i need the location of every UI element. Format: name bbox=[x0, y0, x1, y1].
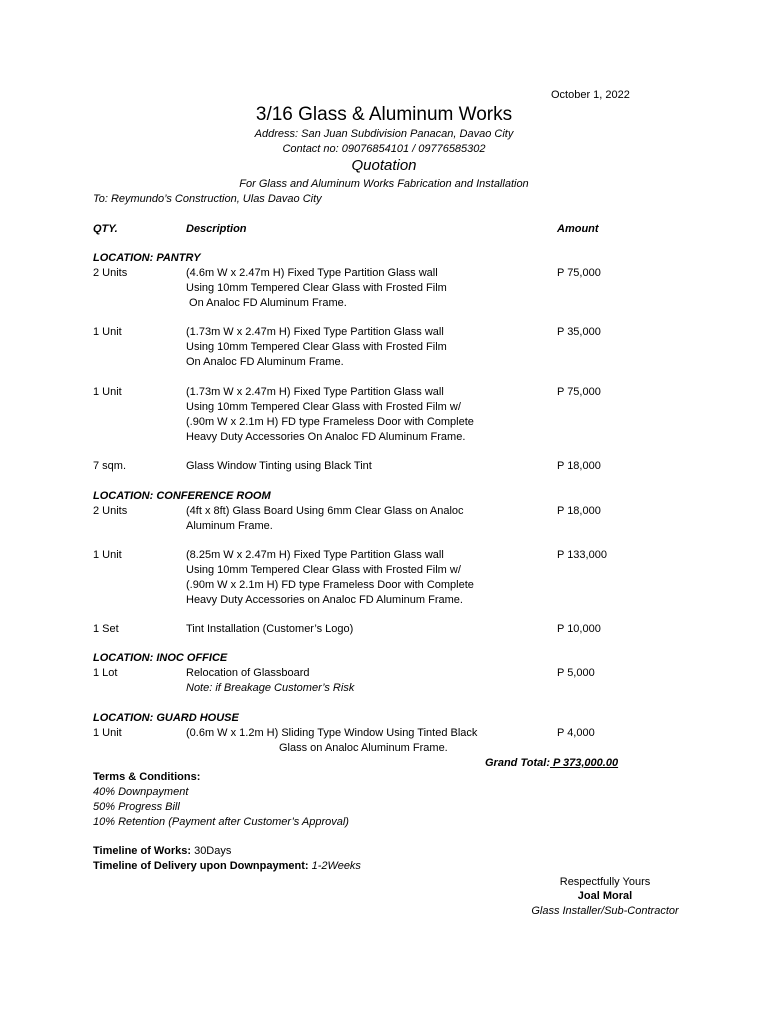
terms-line: 40% Downpayment bbox=[93, 786, 189, 798]
description-line: (0.6m W x 1.2m H) Sliding Type Window Using Tinted Black bbox=[186, 727, 478, 739]
timeline-works-label: Timeline of Works: bbox=[93, 845, 192, 857]
item-description bbox=[186, 266, 447, 311]
description-line: On Analoc FD Aluminum Frame. bbox=[186, 356, 344, 368]
location-heading: LOCATION: PANTRY bbox=[93, 252, 201, 264]
description-line: (1.73m W x 2.47m H) Fixed Type Partition Glass wall bbox=[186, 386, 444, 398]
item-amount: P 133,000 bbox=[557, 549, 607, 561]
item-note: Note: if Breakage Customer’s Risk bbox=[186, 682, 355, 694]
document-title: Quotation bbox=[351, 157, 417, 174]
description-line: Heavy Duty Accessories on Analoc FD Aluminum Frame. bbox=[186, 594, 463, 606]
item-description bbox=[186, 548, 474, 608]
grand-total-value: P 373,000.00 bbox=[549, 757, 619, 769]
document-subtitle: For Glass and Aluminum Works Fabrication and Installation bbox=[239, 178, 529, 190]
signature-name: Joal Moral bbox=[577, 890, 633, 902]
item-description bbox=[186, 385, 474, 445]
description-line: Using 10mm Tempered Clear Glass with Frosted Film w/ bbox=[186, 564, 461, 576]
item-qty: 1 Unit bbox=[93, 549, 122, 561]
item-qty: 1 Unit bbox=[93, 326, 122, 338]
item-amount: P 18,000 bbox=[557, 505, 601, 517]
amount-header: Amount bbox=[557, 223, 599, 235]
grand-total bbox=[485, 756, 618, 771]
quotation-date: October 1, 2022 bbox=[551, 89, 630, 101]
timeline-delivery bbox=[93, 859, 361, 874]
item-qty: 1 Unit bbox=[93, 386, 122, 398]
recipient: To: Reymundo’s Construction, Ulas Davao City bbox=[93, 193, 322, 205]
item-amount: P 75,000 bbox=[557, 386, 601, 398]
timeline-works-value: 30Days bbox=[191, 845, 232, 857]
terms-heading: Terms & Conditions: bbox=[93, 771, 201, 783]
description-line: (4.6m W x 2.47m H) Fixed Type Partition Glass wall bbox=[186, 267, 438, 279]
item-description bbox=[186, 504, 464, 534]
item-amount: P 75,000 bbox=[557, 267, 601, 279]
description-line: On Analoc FD Aluminum Frame. bbox=[186, 297, 347, 309]
company-name: 3/16 Glass & Aluminum Works bbox=[255, 104, 513, 125]
signature-closing: Respectfully Yours bbox=[559, 876, 651, 888]
item-amount: P 5,000 bbox=[557, 667, 595, 679]
description-line: (.90m W x 2.1m H) FD type Frameless Door with Complete bbox=[186, 579, 474, 591]
terms-line: 10% Retention (Payment after Customer’s Approval) bbox=[93, 816, 349, 828]
item-qty: 2 Units bbox=[93, 505, 128, 517]
description-line: (8.25m W x 2.47m H) Fixed Type Partition Glass wall bbox=[186, 549, 444, 561]
item-qty: 7 sqm. bbox=[93, 460, 127, 472]
signature-role: Glass Installer/Sub-Contractor bbox=[531, 905, 679, 917]
description-line: Glass on Analoc Aluminum Frame. bbox=[279, 742, 448, 754]
item-amount: P 18,000 bbox=[557, 460, 601, 472]
company-contact: Contact no: 09076854101 / 09776585302 bbox=[282, 143, 486, 155]
item-qty: 1 Unit bbox=[93, 727, 122, 739]
qty-header: QTY. bbox=[93, 223, 118, 235]
location-heading: LOCATION: CONFERENCE ROOM bbox=[93, 490, 271, 502]
description-line: Aluminum Frame. bbox=[186, 520, 273, 532]
item-qty: 1 Set bbox=[93, 623, 119, 635]
item-amount: P 4,000 bbox=[557, 727, 595, 739]
description-line: Heavy Duty Accessories On Analoc FD Aluminum Frame. bbox=[186, 431, 466, 443]
description-line: Tint Installation (Customer’s Logo) bbox=[186, 623, 354, 635]
location-heading: LOCATION: GUARD HOUSE bbox=[93, 712, 239, 724]
description-line: (.90m W x 2.1m H) FD type Frameless Door with Complete bbox=[186, 416, 474, 428]
timeline-delivery-value: 1-2Weeks bbox=[308, 860, 361, 872]
description-line: Glass Window Tinting using Black Tint bbox=[186, 460, 372, 472]
item-amount: P 35,000 bbox=[557, 326, 601, 338]
location-heading: LOCATION: INOC OFFICE bbox=[93, 652, 228, 664]
item-description bbox=[186, 325, 447, 370]
description-line: (1.73m W x 2.47m H) Fixed Type Partition Glass wall bbox=[186, 326, 444, 338]
company-address: Address: San Juan Subdivision Panacan, Davao City bbox=[254, 128, 514, 140]
item-qty: 1 Lot bbox=[93, 667, 118, 679]
terms-line: 50% Progress Bill bbox=[93, 801, 180, 813]
description-line: Using 10mm Tempered Clear Glass with Frosted Film bbox=[186, 341, 447, 353]
grand-total-label: Grand Total: bbox=[485, 757, 550, 769]
description-line: Using 10mm Tempered Clear Glass with Frosted Film w/ bbox=[186, 401, 461, 413]
timeline-works bbox=[93, 844, 231, 859]
timeline-delivery-label: Timeline of Delivery upon Downpayment: bbox=[93, 860, 309, 872]
item-amount: P 10,000 bbox=[557, 623, 601, 635]
item-qty: 2 Units bbox=[93, 267, 128, 279]
description-header: Description bbox=[186, 223, 247, 235]
description-line: (4ft x 8ft) Glass Board Using 6mm Clear Glass on Analoc bbox=[186, 505, 464, 517]
description-line: Relocation of Glassboard bbox=[186, 667, 310, 679]
description-line: Using 10mm Tempered Clear Glass with Frosted Film bbox=[186, 282, 447, 294]
